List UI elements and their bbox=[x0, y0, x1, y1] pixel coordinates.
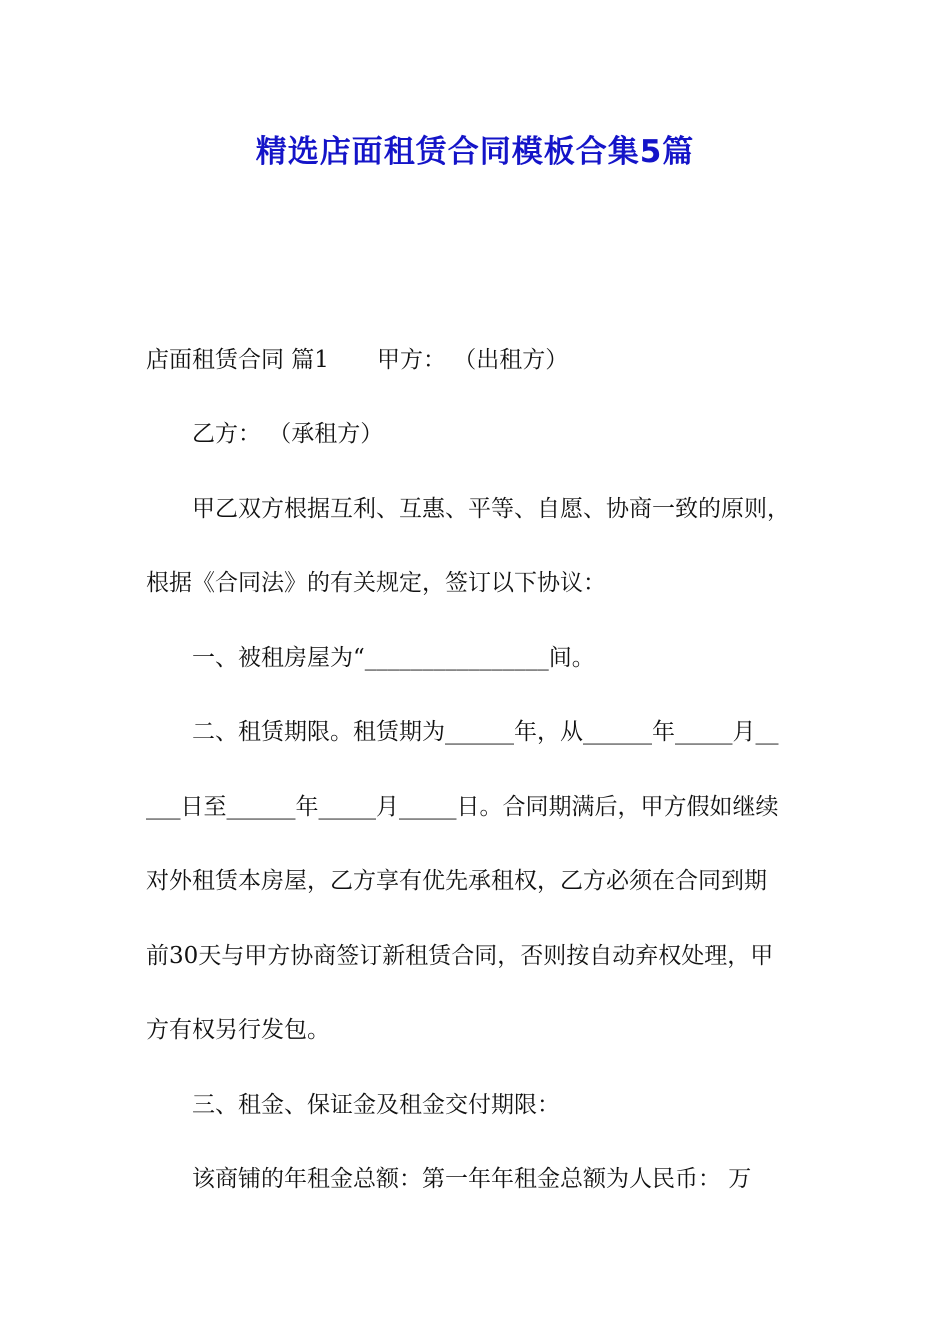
section-heading: 店面租赁合同 篇1 bbox=[146, 347, 329, 373]
paragraph-line: 根据《合同法》的有关规定，签订以下协议： bbox=[146, 570, 606, 596]
paragraph-line: 甲乙双方根据互利、互惠、平等、自愿、协商一致的原则， bbox=[192, 496, 790, 522]
clause-1-line: 一、被租房屋为“________________间。 bbox=[192, 645, 595, 671]
paragraph-line: 对外租赁本房屋，乙方享有优先承租权，乙方必须在合同到期 bbox=[146, 868, 767, 894]
paragraph-line: 该商铺的年租金总额：第一年年租金总额为人民币： 万 bbox=[192, 1166, 752, 1192]
paragraph-line: 前30天与甲方协商签订新租赁合同，否则按自动弃权处理，甲 bbox=[146, 943, 774, 969]
paragraph-line: ___日至______年_____月_____日。合同期满后，甲方假如继续 bbox=[146, 794, 779, 820]
clause-2-line: 二、租赁期限。租赁期为______年，从______年_____月__ bbox=[192, 719, 779, 745]
clause-3-line: 三、租金、保证金及租金交付期限： bbox=[192, 1092, 560, 1118]
party-a-label: 甲方： （出租方） bbox=[376, 347, 569, 373]
paragraph-heading-line bbox=[146, 344, 826, 376]
document-title: 精选店面租赁合同模板合集5篇 bbox=[255, 134, 695, 170]
paragraph-line: 方有权另行发包。 bbox=[146, 1017, 330, 1043]
party-b-line: 乙方： （承租方） bbox=[192, 421, 384, 447]
